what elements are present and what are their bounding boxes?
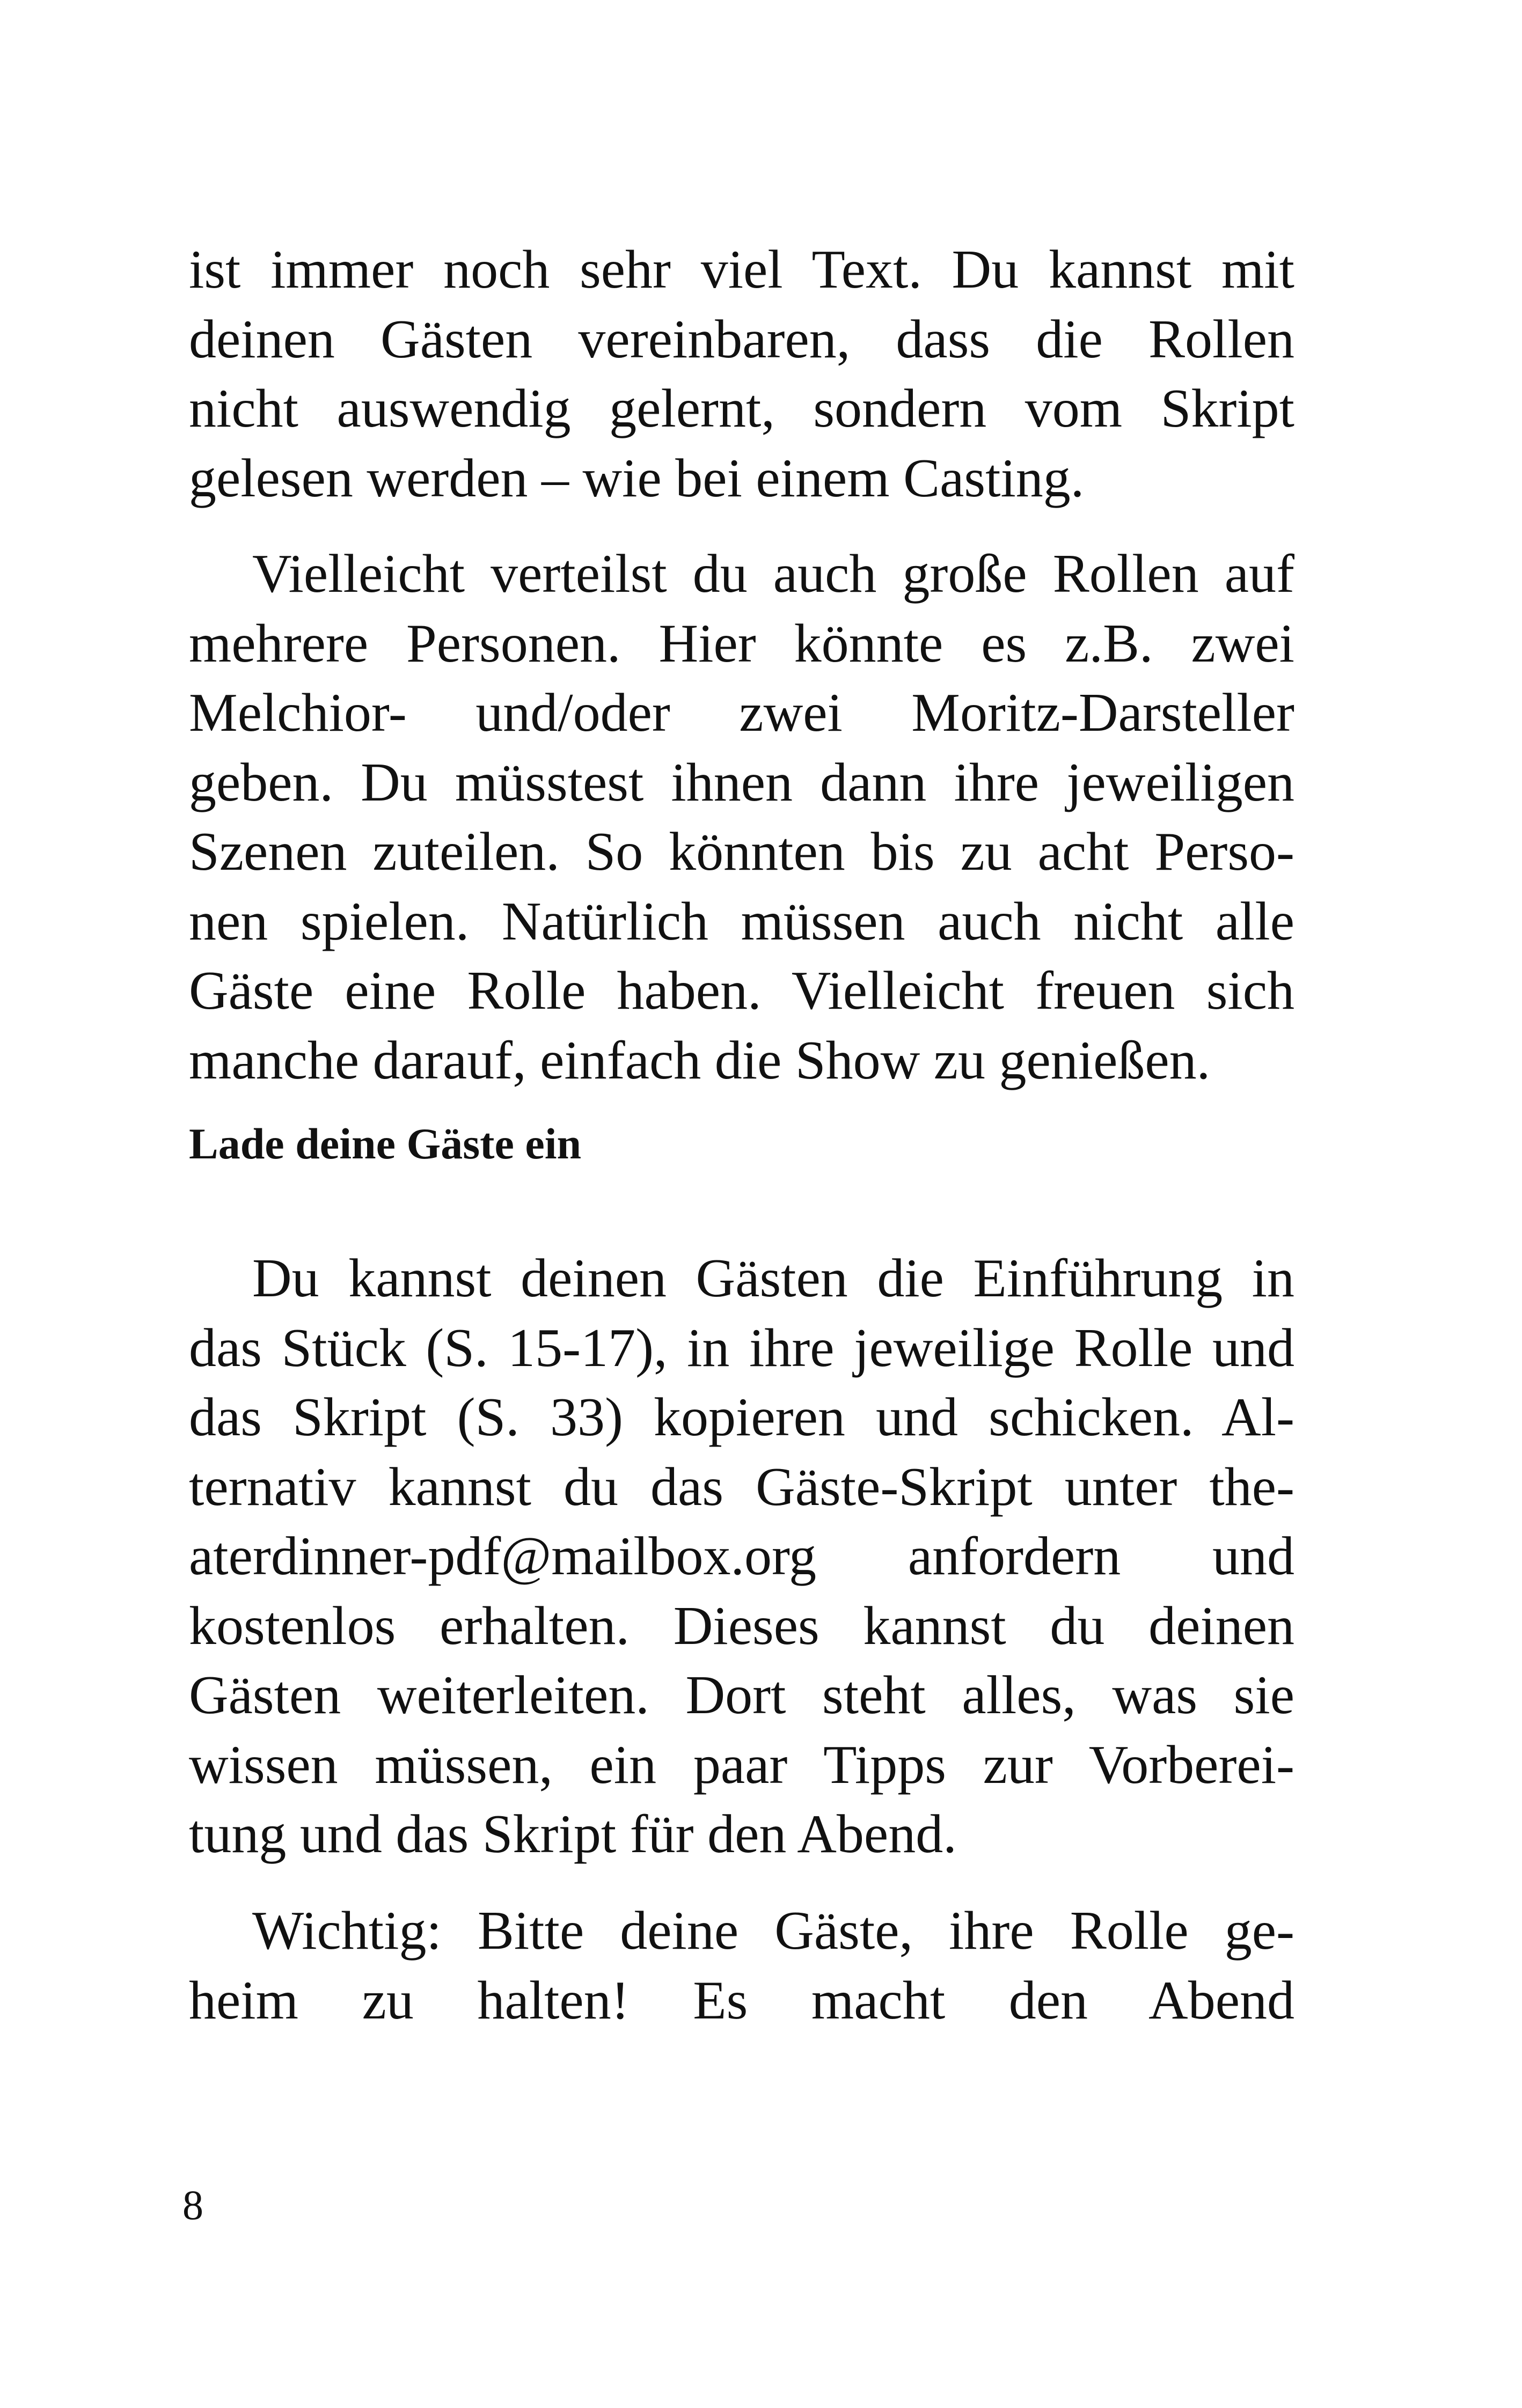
paragraph-4	[189, 1896, 1294, 2035]
text-line: heim zu halten! Es macht den Abend	[189, 1970, 1294, 2031]
text-line: aterdinner-pdf@mailbox.org anfordern und	[189, 1526, 1294, 1587]
section-heading: Lade deine Gäste ein	[189, 1119, 582, 1168]
text-line: nicht auswendig gelernt, sondern vom Skript	[189, 378, 1294, 439]
text-line: nen spielen. Natürlich müssen auch nicht alle	[189, 891, 1294, 952]
text-line: kostenlos erhalten. Dieses kannst du deinen	[189, 1595, 1294, 1656]
paragraph-1	[189, 235, 1294, 513]
paragraph-3	[189, 1244, 1294, 1869]
text-line: deinen Gästen vereinbaren, dass die Rollen	[189, 309, 1294, 370]
text-line: Wichtig: Bitte deine Gäste, ihre Rolle ge-	[252, 1900, 1294, 1961]
text-line: wissen müssen, ein paar Tipps zur Vorberei-	[189, 1734, 1294, 1795]
text-line: ist immer noch sehr viel Text. Du kannst mit	[189, 239, 1294, 300]
text-line: mehrere Personen. Hier könnte es z.B. zwei	[189, 613, 1294, 674]
text-line: Szenen zuteilen. So könnten bis zu acht Perso-	[189, 821, 1294, 883]
text-line: Melchior- und/oder zwei Moritz-Darsteller	[189, 682, 1294, 744]
text-line: ternativ kannst du das Gäste-Skript unter the-	[189, 1456, 1294, 1517]
text-line: tung und das Skript für den Abend.	[189, 1804, 957, 1865]
text-line: Vielleicht verteilst du auch große Rollen auf	[252, 544, 1294, 604]
paragraph-2	[189, 539, 1294, 1095]
text-line: manche darauf, einfach die Show zu genießen.	[189, 1030, 1211, 1091]
text-line: das Stück (S. 15-17), in ihre jeweilige Rolle und	[189, 1317, 1294, 1378]
text-line: das Skript (S. 33) kopieren und schicken. Al-	[189, 1387, 1294, 1448]
text-line: gelesen werden – wie bei einem Casting.	[189, 447, 1085, 509]
page-number: 8	[182, 2182, 203, 2228]
text-line: geben. Du müsstest ihnen dann ihre jeweiligen	[189, 752, 1294, 813]
text-line: Gäste eine Rolle haben. Vielleicht freuen sich	[189, 960, 1294, 1022]
text-line: Du kannst deinen Gästen die Einführung in	[252, 1248, 1294, 1309]
text-line: Gästen weiterleiten. Dort steht alles, was sie	[189, 1665, 1294, 1726]
